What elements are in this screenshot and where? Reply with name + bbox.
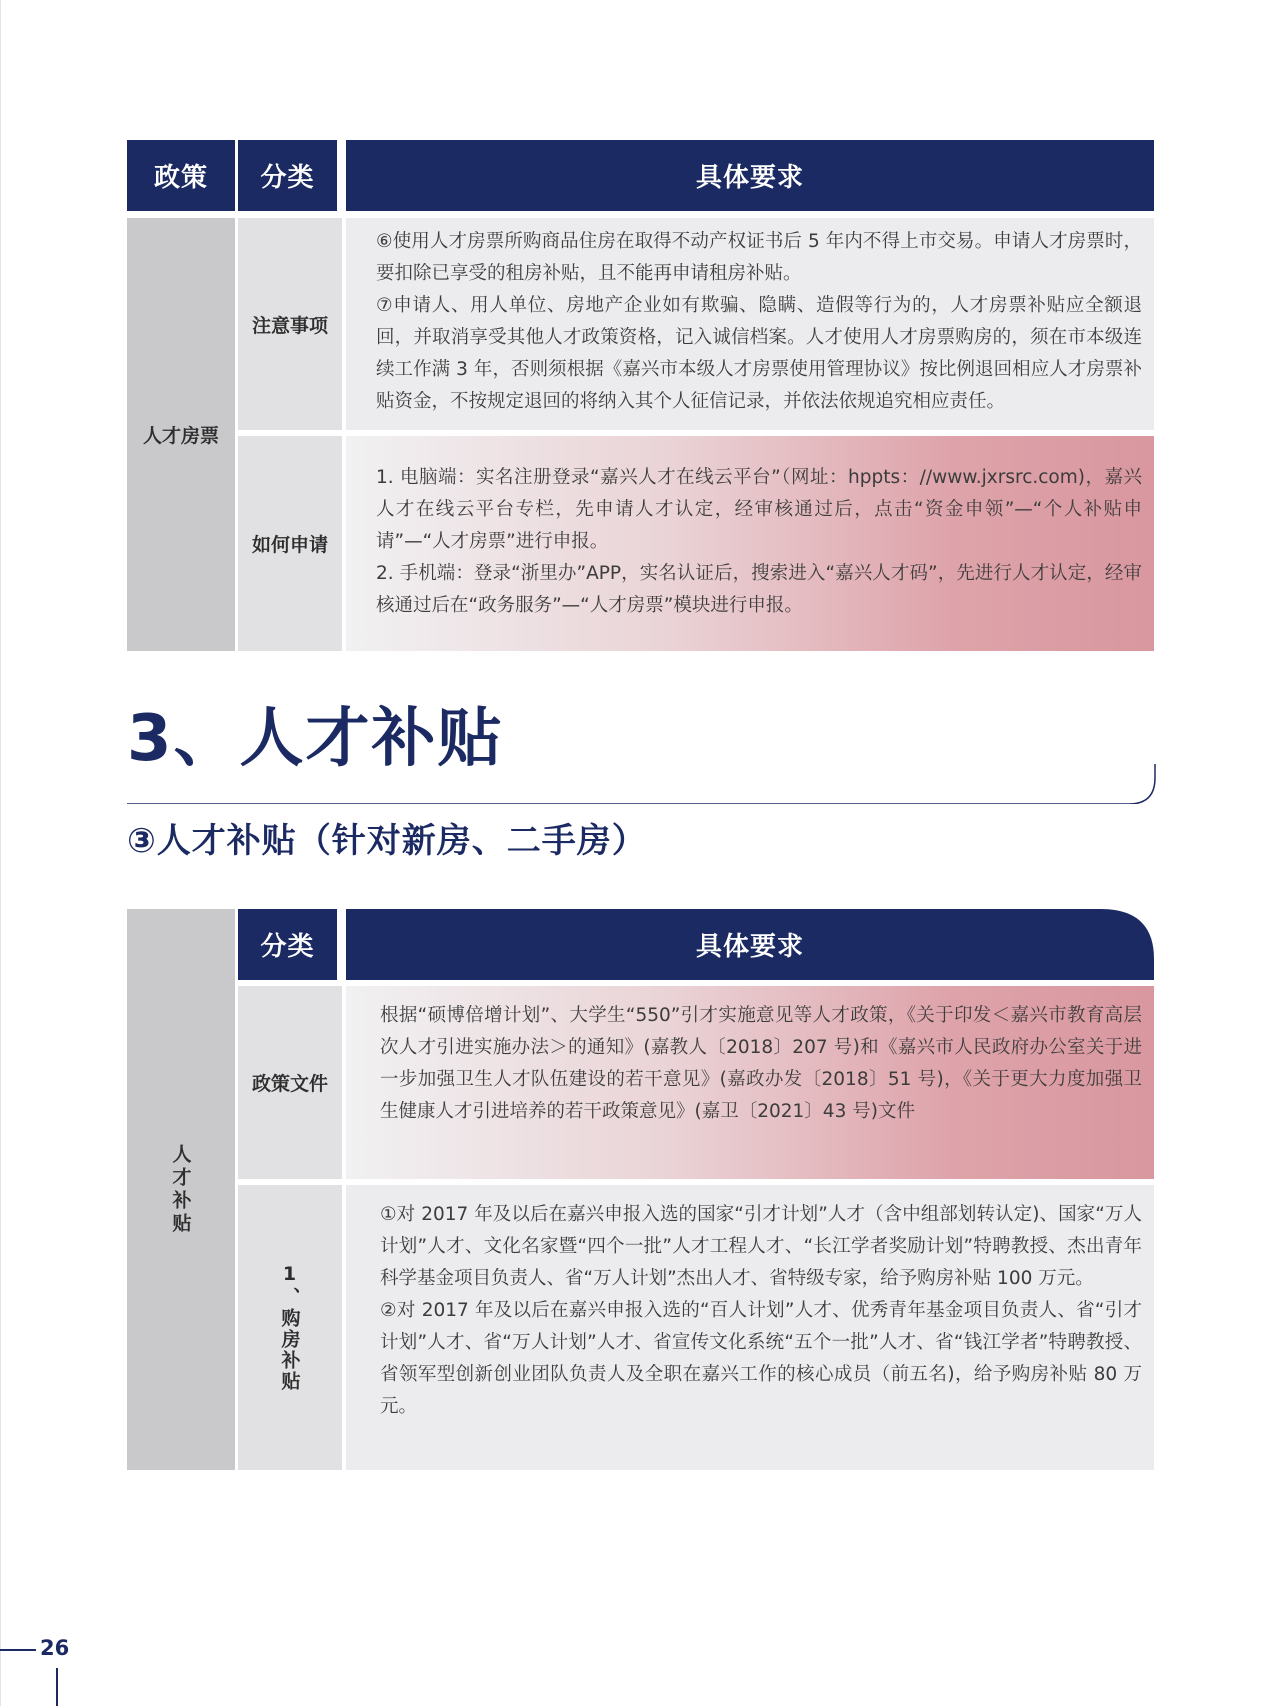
category-cell-policy-docs: 政策文件 xyxy=(238,986,342,1179)
header-category: 分类 xyxy=(238,909,337,980)
category-cell-how-to-apply: 如何申请 xyxy=(238,436,342,651)
policy-name-cell: 人才房票 xyxy=(127,218,235,651)
category-cell-house-subsidy xyxy=(238,1185,342,1470)
header-requirements: 具体要求 xyxy=(346,140,1154,211)
requirements-cell-how-to-apply xyxy=(346,436,1154,651)
text-line: ①对 2017 年及以后在嘉兴申报入选的国家“引才计划”人才（含中组部划转认定)、国家“万人计划”人才、文化名家暨“四个一批”人才工程人才、“长江学者奖励计划”特聘教授、杰出青年科学基金项目负责人、省“万人计划”杰出人才、省特级专家，给予购房补贴 100 万元。 xyxy=(380,1204,1142,1289)
text-line: ⑥使用人才房票所购商品住房在取得不动产权证书后 5 年内不得上市交易。申请人才房票时，要扣除已享受的租房补贴，且不能再申请租房补贴。 xyxy=(376,231,1142,284)
page-number: 26 xyxy=(40,1636,70,1660)
text-line: 根据“硕博倍增计划”、大学生“550”引才实施意见等人才政策，《关于印发＜嘉兴市教育高层次人才引进实施办法＞的通知》(嘉教人〔2018〕207 号)和《嘉兴市人民政府办公室关于进一步加强卫生人才队伍建设的若干意见》(嘉政办发〔2018〕51 号)，《关于更大力度加强卫生健康人才引进培养的若干政策意见》(嘉卫〔2021〕43 号)文件 xyxy=(380,1005,1142,1122)
policy-name-vertical: 人才补贴 xyxy=(169,1143,192,1236)
footer-vertical-line xyxy=(56,1668,58,1706)
table-talent-subsidy xyxy=(127,909,1154,1470)
requirements-cell-policy-docs xyxy=(346,986,1154,1179)
header-category: 分类 xyxy=(238,140,337,211)
header-policy: 政策 xyxy=(127,140,235,211)
text-line: 2. 手机端：登录“浙里办”APP，实名认证后，搜索进入“嘉兴人才码”，先进行人才认定，经审核通过后在“政务服务”—“人才房票”模块进行申报。 xyxy=(376,563,1142,616)
page-edge xyxy=(0,0,1,1706)
category-vertical-text: 1、购房补贴 xyxy=(278,1263,301,1392)
table-talent-housing-ticket xyxy=(127,140,1154,651)
section-subtitle: ③人才补贴（针对新房、二手房） xyxy=(127,821,647,861)
section-title: 3、人才补贴 xyxy=(127,702,504,776)
policy-name-cell xyxy=(127,909,235,1470)
text-line: ⑦申请人、用人单位、房地产企业如有欺骗、隐瞒、造假等行为的，人才房票补贴应全额退回，并取消享受其他人才政策资格，记入诚信档案。人才使用人才房票购房的，须在市本级连续工作满 3 年，否则须根据《嘉兴市本级人才房票使用管理协议》按比例退回相应人才房票补贴资金，不按规定退回的将纳入其个人征信记录，并依法依规追究相应责任。 xyxy=(376,295,1142,412)
requirements-cell-house-subsidy xyxy=(346,1185,1154,1470)
text-line: ②对 2017 年及以后在嘉兴申报入选的“百人计划”人才、优秀青年基金项目负责人、省“引才计划”人才、省“万人计划”人才、省宣传文化系统“五个一批”人才、省“钱江学者”特聘教授、省领军型创新创业团队负责人及全职在嘉兴工作的核心成员（前五名)，给予购房补贴 80 万元。 xyxy=(380,1300,1142,1417)
title-underline xyxy=(127,764,1157,804)
text-line: 1. 电脑端：实名注册登录“嘉兴人才在线云平台”（网址：hppts：//www.jxrsrc.com)，嘉兴人才在线云平台专栏，先申请人才认定，经审核通过后，点击“资金申领”—“个人补贴申请”—“人才房票”进行申报。 xyxy=(376,467,1142,552)
table-header-row xyxy=(127,140,1154,211)
requirements-cell-notes xyxy=(346,218,1154,430)
category-cell-notes: 注意事项 xyxy=(238,218,342,430)
header-requirements: 具体要求 xyxy=(695,932,804,962)
footer-rule xyxy=(0,1649,36,1651)
